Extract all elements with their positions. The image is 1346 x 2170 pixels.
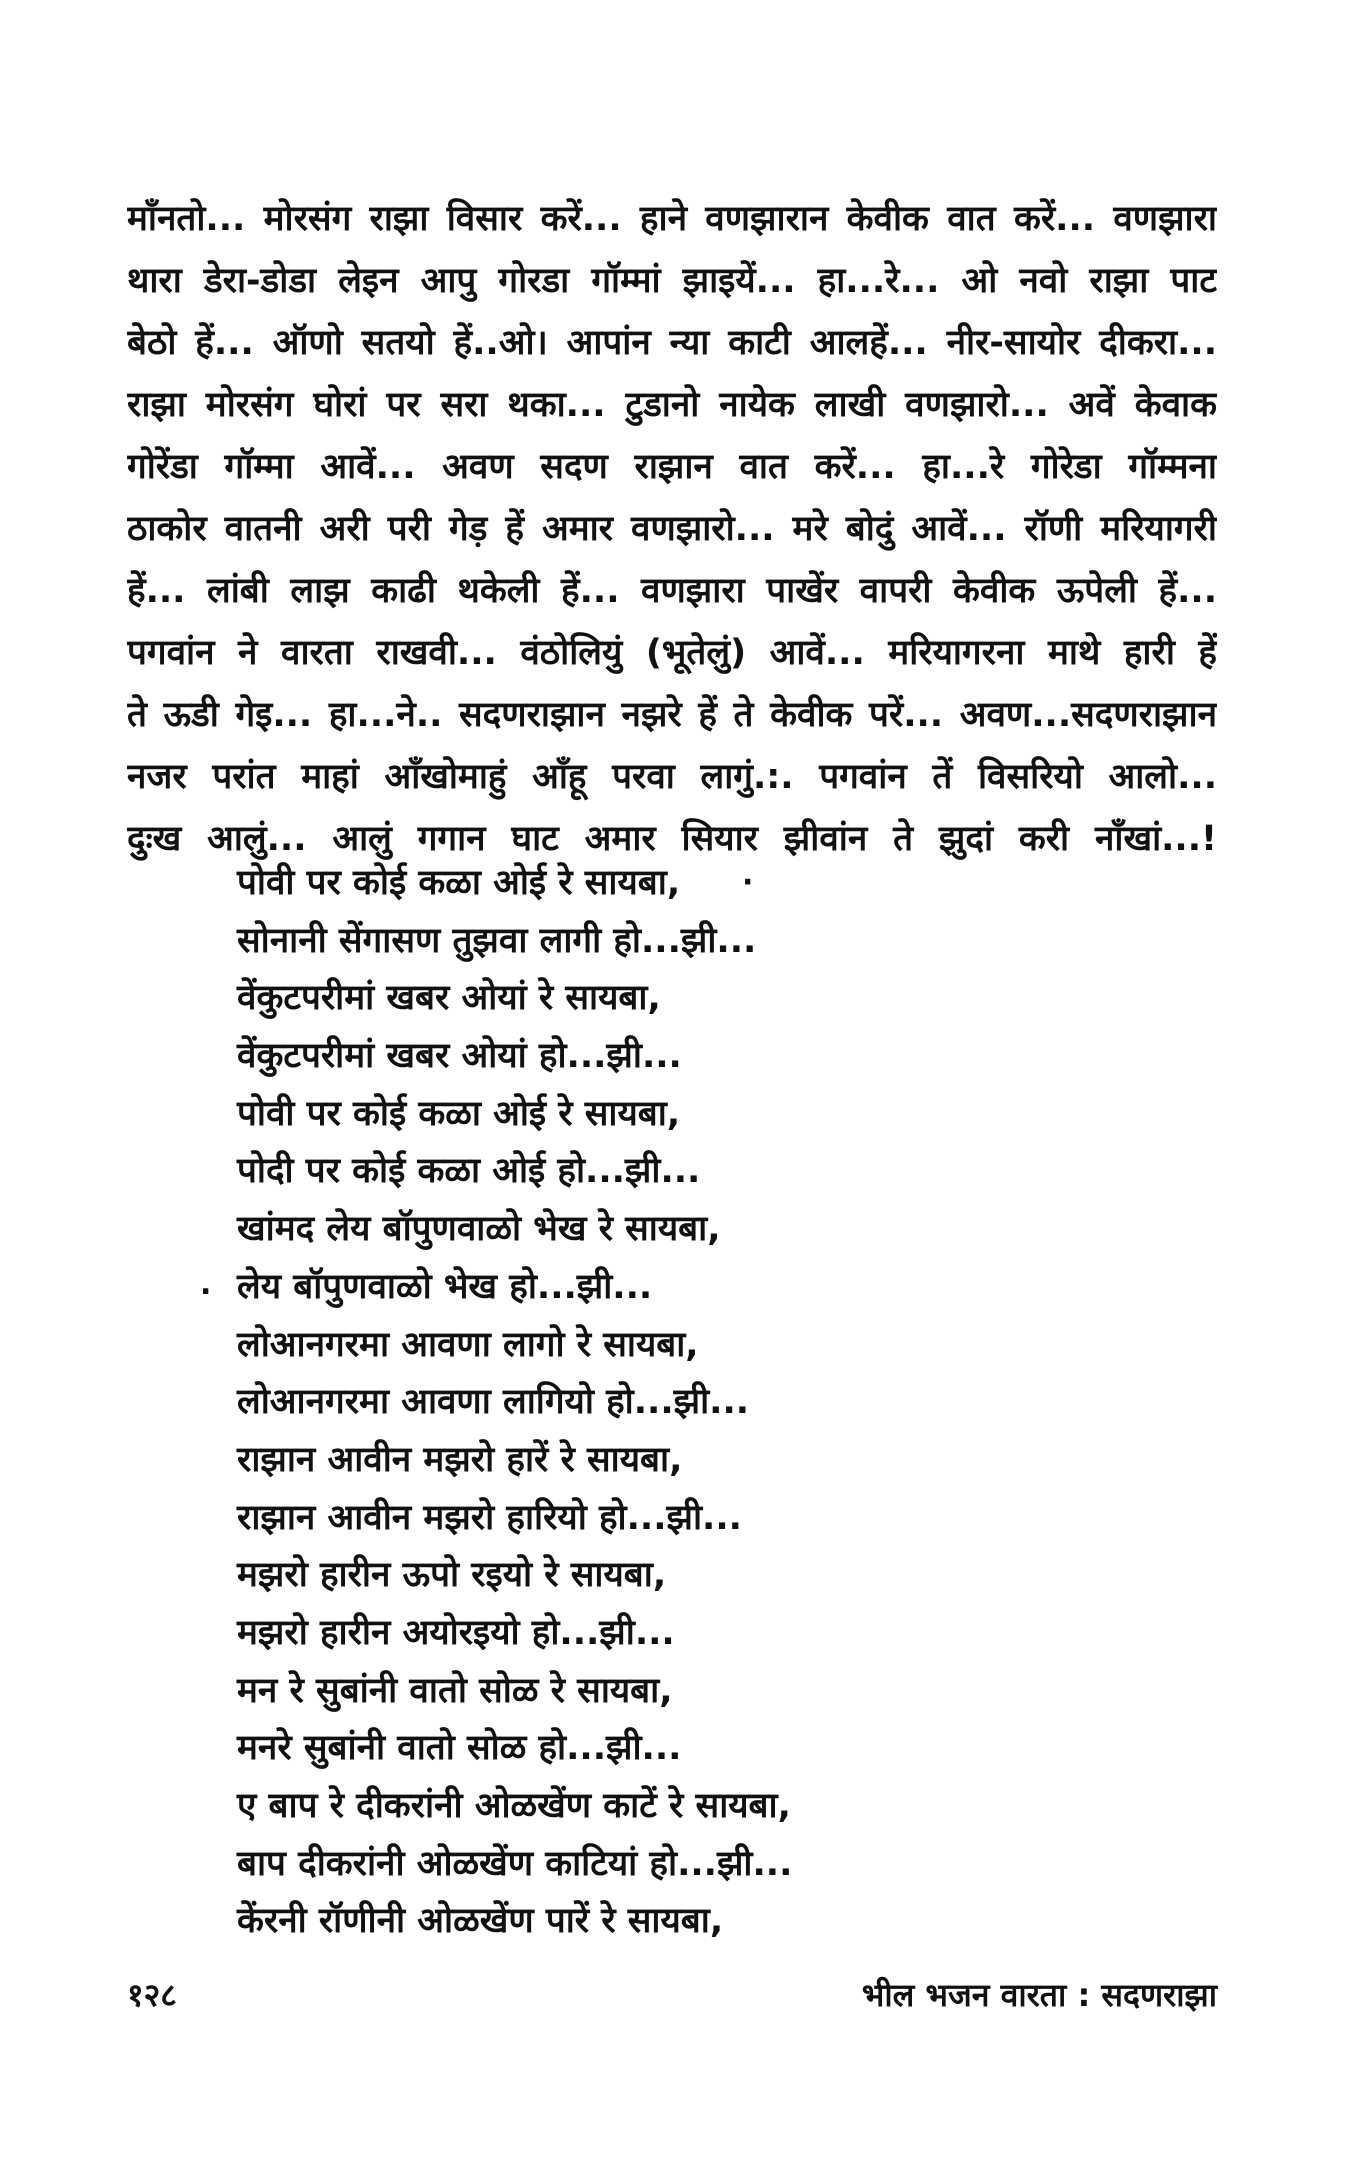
verse-line: पोवी पर कोई कळा ओई रे सायबा, (237, 863, 681, 903)
verse-line: सोनानी सेंगासण तुझवा लागी हो...झी... (237, 920, 757, 961)
verse-block (237, 855, 1137, 1951)
prose-line: थारा डेरा-डोडा लेइन आपु गोरडा गॉम्मां झाइयें... हा...रे... ओ नवो राझा पाट (127, 261, 1217, 301)
verse-line: लेय बॉपुणवाळो भेख हो...झी... (237, 1266, 653, 1307)
verse-line: राझान आवीन मझरो हारें रे सायबा, (237, 1439, 683, 1480)
prose-line: दुःख आलुं... आलुं गगान घाट अमार सियार झीवांन ते झुदां करी नाँखां...! (127, 819, 1217, 859)
print-speck: · (742, 865, 754, 900)
verse-line: मन रे सुबांनी वातो सोळ रे सायबा, (237, 1670, 673, 1711)
verse-line: पोवी पर कोई कळा ओई रे सायबा, (237, 1093, 681, 1134)
verse-line: राझान आवीन मझरो हारियो हो...झी... (237, 1497, 742, 1538)
prose-line: गोरेंडा गॉम्मा आवें... अवण सदण राझान वात करें... हा...रे गोरेडा गॉम्मना (127, 447, 1217, 487)
prose-line: ते ऊडी गेइ... हा...ने.. सदणराझान नझरे हें ते केवीक परें... अवण...सदणराझान (127, 695, 1217, 735)
prose-line: नजर परांत माहां आँखोमाहुं आँहू परवा लागुं.:. पगवांन तें विसरियो आलो... (127, 757, 1217, 797)
verse-line: वेंकुटपरीमां खबर ओयां रे सायबा, (237, 978, 661, 1019)
prose-line: बेठो हें... ऑणो सतयो हें..ओ। आपांन न्या काटी आलहें... नीर-सायोर दीकरा... (127, 323, 1217, 363)
verse-line: मझरो हारीन ऊपो रइयो रे सायबा, (237, 1555, 667, 1596)
verse-line: केंरनी रॉणीनी ओळखेंण पारें रे सायबा, (237, 1901, 724, 1942)
running-title: भील भजन वारता : सदणराझा (861, 1976, 1217, 2014)
page-footer (127, 1970, 1217, 2020)
prose-line: ठाकोर वातनी अरी परी गेड़ हें अमार वणझारो... मरे बोदुं आवें... रॉणी मरियागरी (127, 509, 1217, 549)
verse-line: वेंकुटपरीमां खबर ओयां हो...झी... (237, 1036, 682, 1077)
verse-line: मनरे सुबांनी वातो सोळ हो...झी... (237, 1728, 682, 1769)
prose-line: राझा मोरसंग घोरां पर सरा थका... टुडानो नायेक लाखी वणझारो... अवें केवाक (127, 385, 1217, 425)
print-speck: . (200, 1267, 212, 1302)
verse-line: लोआनगरमा आवणा लागियो हो...झी... (237, 1382, 750, 1423)
verse-line: पोदी पर कोई कळा ओई हो...झी... (237, 1151, 701, 1192)
verse-line: ए बाप रे दीकरांनी ओळखेंण काटें रे सायबा, (237, 1786, 791, 1826)
verse-line: बाप दीकरांनी ओळखेंण काटियां हो...झी... (237, 1843, 793, 1884)
prose-paragraph (127, 188, 1217, 870)
prose-line: मॉंनतो... मोरसंग राझा विसार करें... हाने वणझारान केवीक वात करें... वणझारा (127, 199, 1217, 239)
prose-line: पगवांन ने वारता राखवी... वंठोलियुं (भूतेलुं) आवें... मरियागरना माथे हारी हें (127, 633, 1217, 673)
verse-line: खांमद लेय बॉपुणवाळो भेख रे सायबा, (237, 1209, 721, 1250)
prose-line: हें... लांबी लाझ काढी थकेली हें... वणझारा पाखेंर वापरी केवीक ऊपेली हें... (127, 571, 1217, 611)
page-number: १२८ (127, 1976, 177, 2014)
verse-line: लोआनगरमा आवणा लागो रे सायबा, (237, 1324, 699, 1365)
verse-line: मझरो हारीन अयोरइयो हो...झी... (237, 1612, 675, 1653)
